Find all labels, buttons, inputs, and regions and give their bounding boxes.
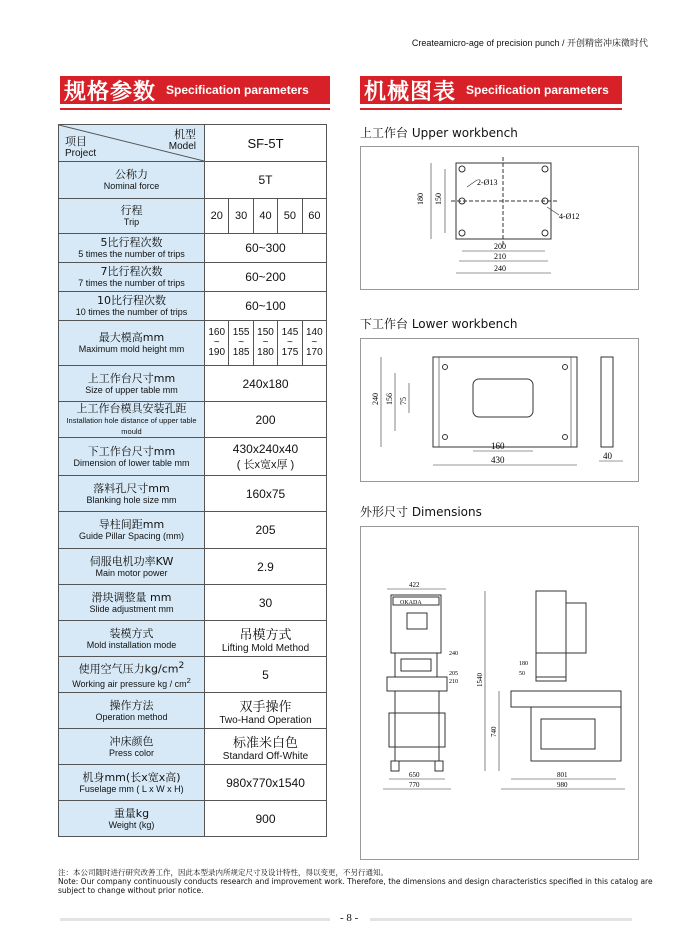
trip-value: 60 [308,210,321,222]
row-label: 下工作台尺寸mm Dimension of lower table mm [59,438,205,476]
row-value: 60~300 [205,234,327,263]
row-value: 980x770x1540 [205,765,327,801]
project-label-zh: 项目 [65,135,87,148]
page-number: - 8 - [340,912,359,924]
lower-dim: 156 [385,393,394,405]
table-corner-cell [59,125,205,162]
upper-dim: 180 [416,193,425,205]
lower-dim: 430 [491,455,505,465]
row-label: 重量kg Weight (kg) [59,801,205,837]
upper-dim: 4-Ø12 [559,212,580,221]
outer-dim: 240 [449,651,458,657]
outer-dim: 801 [557,771,568,779]
upper-dim: 210 [494,252,506,261]
note-zh: 注：本公司随时进行研究改善工作，因此本型录内所规定尺寸及设计特性，得以变更，不另行通知。 [58,868,388,877]
chart-header-en: Specification parameters [466,83,609,97]
outer-dim: 1540 [476,673,484,687]
upper-dim: 240 [494,264,506,273]
upper-workbench-drawing [361,147,638,289]
footer-bar-right [370,918,632,921]
row-label: 滑块调整量 mm Slide adjustment mm [59,585,205,621]
row-label: 导柱间距mm Guide Pillar Spacing (mm) [59,512,205,549]
row-label: 机身mm(长x宽x高) Fuselage mm ( L x W x H) [59,765,205,801]
row-value: 2.9 [205,549,327,585]
outer-dim: 50 [519,671,525,677]
row-value: 205 [205,512,327,549]
outer-dim: 980 [557,781,568,789]
model-value: SF-5T [205,125,327,162]
trip-value: 30 [229,199,253,233]
row-label: 5比行程次数 5 times the number of trips [59,234,205,263]
row-value: 30 [205,585,327,621]
trip-values [205,199,327,234]
press-machine-drawing [361,527,638,859]
row-label: 使用空气压力$kg/cm^2$ Working air pressure kg / $cm^2$ [59,657,205,693]
trip-value: 50 [278,199,302,233]
row-value: 900 [205,801,327,837]
row-label: 装模方式 Mold installation mode [59,621,205,657]
chart-header-zh: 机械图表 [364,79,457,105]
row-value: 60~100 [205,292,327,321]
lower-workbench-title: 下工作台 Lower workbench [360,317,518,331]
project-label-en: Project [65,148,97,159]
row-label: 伺服电机功率KW Main motor power [59,549,205,585]
lower-dim: 75 [399,397,408,405]
row-value: 标准米白色 Standard Off-White [205,729,327,765]
upper-dim: 2-Ø13 [477,178,498,187]
model-label-zh: 机型 [174,128,196,141]
outer-dim: 770 [409,781,420,789]
row-value: 5 [205,657,327,693]
row-value: 430x240x40 ( 长x宽x厚 ) [205,438,327,476]
lower-dim: 240 [371,393,380,405]
row-value: 5T [205,162,327,199]
upper-dim: 200 [494,242,506,251]
outer-dim: 205 [449,671,458,677]
upper-workbench-title: 上工作台 Upper workbench [360,126,518,140]
dimensions-frame [360,526,639,860]
row-label: 最大模高mm Maximum mold height mm [59,321,205,366]
mold-height-values: 160 ~ 190 155 ~ 185 150 ~ 180 145 ~ 175 140 ~ 170 [205,321,327,366]
spec-header [60,76,330,104]
lower-dim: 160 [491,441,505,451]
outer-dim: 180 [519,661,528,667]
lower-workbench-frame [360,338,639,482]
upper-dim: 150 [434,193,443,205]
row-label: 10比行程次数 10 times the number of trips [59,292,205,321]
row-label: 落料孔尺寸mm Blanking hole size mm [59,476,205,512]
row-label: 冲床颜色 Press color [59,729,205,765]
chart-header [360,76,622,104]
lower-workbench-drawing [361,339,638,481]
chart-header-rule [360,108,622,110]
outer-dim: 422 [409,581,420,589]
row-value: 240x180 [205,366,327,402]
row-value: 200 [205,402,327,438]
trip-value: 20 [205,199,229,233]
row-label: 操作方法 Operation method [59,693,205,729]
brand-label: OKADA [400,600,422,606]
row-value: 160x75 [205,476,327,512]
outer-dim: 210 [449,679,458,685]
lower-dim: 40 [603,451,612,461]
row-value: 60~200 [205,263,327,292]
note-en: Note: Our company continuously conducts research and improvement work. Therefore, the dimensions and design characteristics specified in this catalog are subject to change without prior notice. [58,877,653,895]
spec-table [58,124,327,837]
row-value: 吊模方式 Lifting Mold Method [205,621,327,657]
model-label-en: Model [168,141,196,152]
disclaimer-note [58,868,658,895]
spec-header-en: Specification parameters [166,83,309,97]
row-value: 双手操作 Two-Hand Operation [205,693,327,729]
trip-value: 40 [254,199,278,233]
spec-header-zh: 规格参数 [64,79,157,105]
row-label: 上工作台模具安装孔距 Installation hole distance of upper table mould [59,402,205,438]
outer-dim: 650 [409,771,420,779]
upper-workbench-frame [360,146,639,290]
row-label: 公称力 Nominal force [59,162,205,199]
row-label: 7比行程次数 7 times the number of trips [59,263,205,292]
dimensions-title: 外形尺寸 Dimensions [360,505,482,519]
spec-header-rule [60,108,330,110]
row-label: 行程 Trip [59,199,205,234]
outer-dim: 740 [490,726,498,737]
row-label: 上工作台尺寸mm Size of upper table mm [59,366,205,402]
footer-bar-left [60,918,330,921]
tagline: Createamicro-age of precision punch / 开创精密冲床微时代 [411,38,648,48]
